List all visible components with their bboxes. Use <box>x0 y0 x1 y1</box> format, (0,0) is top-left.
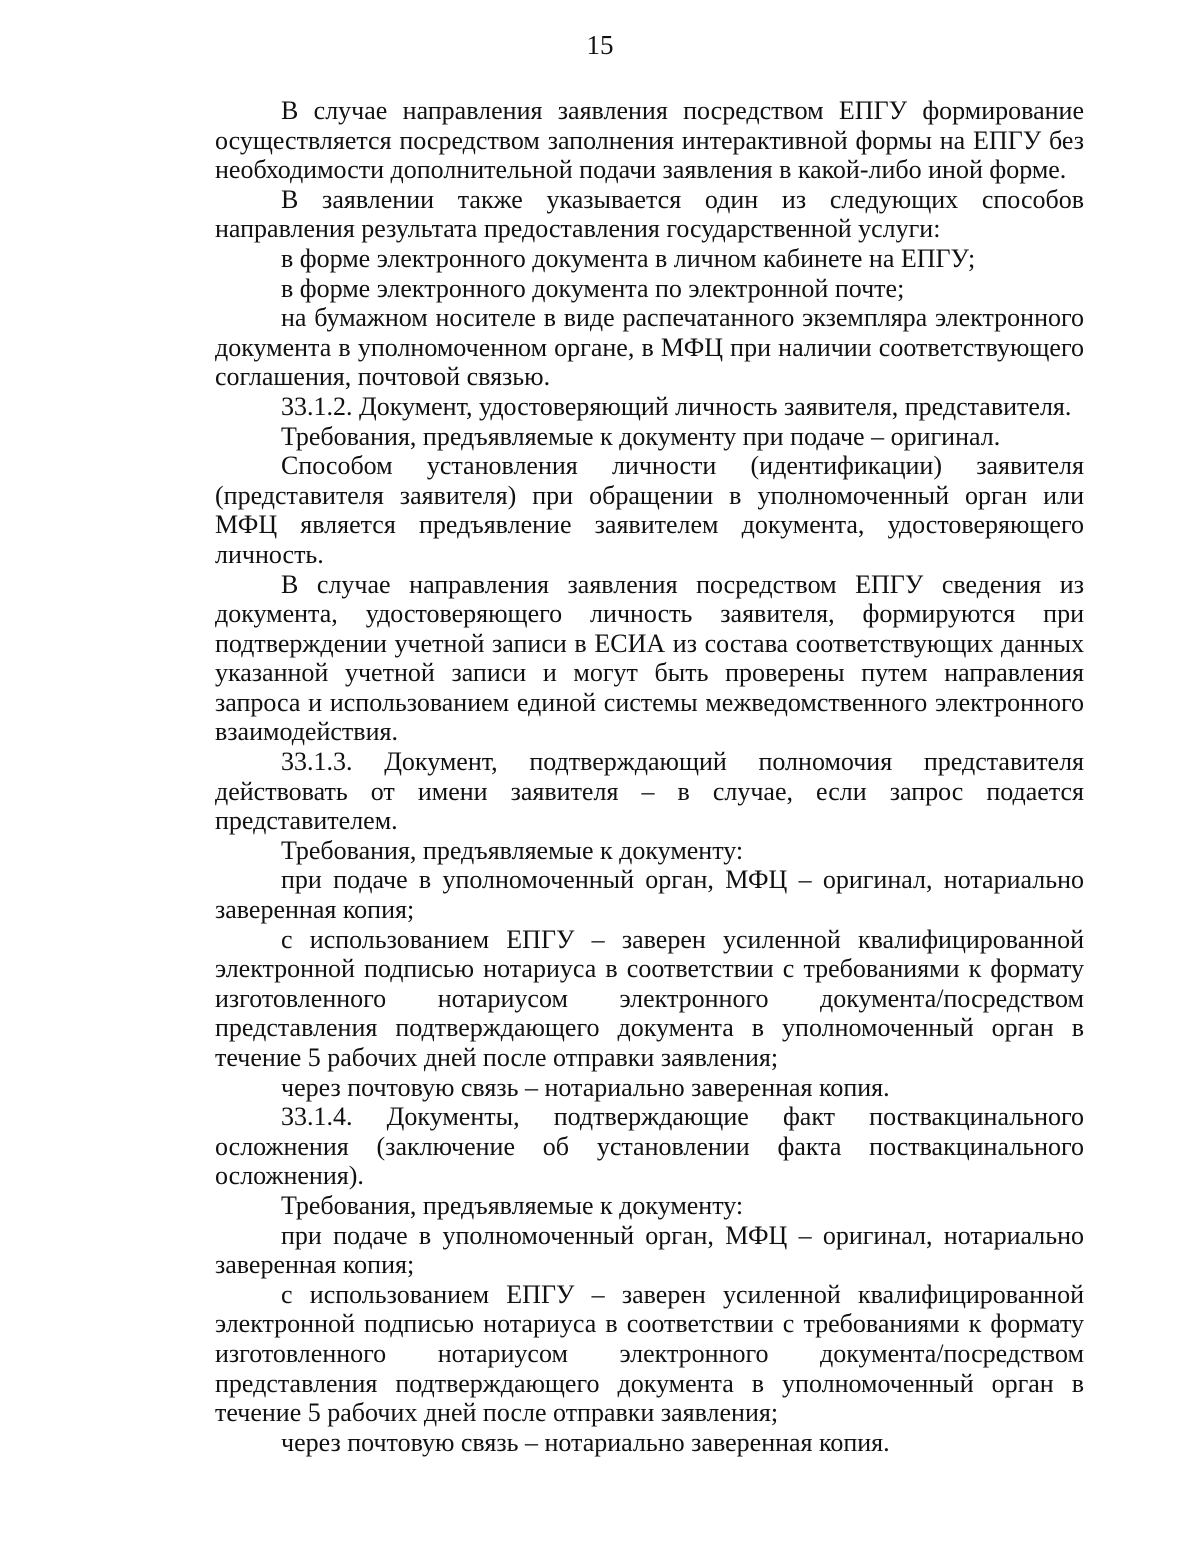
list-item-paper: на бумажном носителе в виде распечатанного экземпляра электронного документа в уполномоченном органе, в МФЦ при наличии соответствующего соглашения, почтовой связью. <box>215 303 1084 392</box>
list-item-epgu-signature: с использованием ЕПГУ – заверен усиленной квалифицированной электронной подписью нотариуса в соответствии с требованиями к формату изготовленного нотариусом электронного документа/посредством представления подтверждающего документа в уполномоченный орган в течение 5 рабочих дней после отправки заявления; <box>215 924 1084 1072</box>
list-item-submission-office: при подаче в уполномоченный орган, МФЦ – оригинал, нотариально заверенная копия; <box>215 865 1084 925</box>
paragraph-epgu-form: В случае направления заявления посредством ЕПГУ формирование осуществляется посредством заполнения интерактивной формы на ЕПГУ без необходимости дополнительной подачи заявления в какой-либо иной форме. <box>215 96 1084 185</box>
document-body <box>215 96 1084 1457</box>
section-33-1-4-heading: 33.1.4. Документы, подтверждающие факт поствакцинального осложнения (заключение об установлении факта поствакцинального осложнения). <box>215 1102 1084 1191</box>
list-item-epgu-signature: с использованием ЕПГУ – заверен усиленной квалифицированной электронной подписью нотариуса в соответствии с требованиями к формату изготовленного нотариусом электронного документа/посредством представления подтверждающего документа в уполномоченный орган в течение 5 рабочих дней после отправки заявления; <box>215 1279 1084 1428</box>
paragraph-esia: В случае направления заявления посредством ЕПГУ сведения из документа, удостоверяющего личность заявителя, формируются при подтверждении учетной записи в ЕСИА из состава соответствующих данных указанной учетной записи и могут быть проверены путем направления запроса и использованием единой системы межведомственного электронного взаимодействия. <box>215 569 1084 747</box>
section-33-1-2-heading: 33.1.2. Документ, удостоверяющий личность заявителя, представителя. <box>281 391 1072 421</box>
list-item-postal: через почтовую связь – нотариально заверенная копия. <box>281 1072 890 1102</box>
list-item-postal: через почтовую связь – нотариально заверенная копия. <box>281 1427 890 1457</box>
paragraph-requirements: Требования, предъявляемые к документу: <box>281 835 744 865</box>
paragraph-requirements-original: Требования, предъявляемые к документу при подаче – оригинал. <box>281 421 1001 451</box>
paragraph-result-methods: В заявлении также указывается один из следующих способов направления результата предоставления государственной услуги: <box>215 184 1084 244</box>
list-item-personal-cabinet: в форме электронного документа в личном кабинете на ЕПГУ; <box>281 243 976 273</box>
section-33-1-3-heading: 33.1.3. Документ, подтверждающий полномочия представителя действовать от имени заявителя – в случае, если запрос подается представителем. <box>215 747 1084 836</box>
paragraph-identification: Способом установления личности (идентификации) заявителя (представителя заявителя) при обращении в уполномоченный орган или МФЦ является предъявление заявителем документа, удостоверяющего личность. <box>215 451 1084 569</box>
list-item-submission-office: при подаче в уполномоченный орган, МФЦ – оригинал, нотариально заверенная копия; <box>215 1220 1084 1280</box>
list-item-email: в форме электронного документа по электронной почте; <box>281 273 905 303</box>
paragraph-requirements: Требования, предъявляемые к документу: <box>281 1190 744 1220</box>
page-number: 15 <box>586 30 614 60</box>
